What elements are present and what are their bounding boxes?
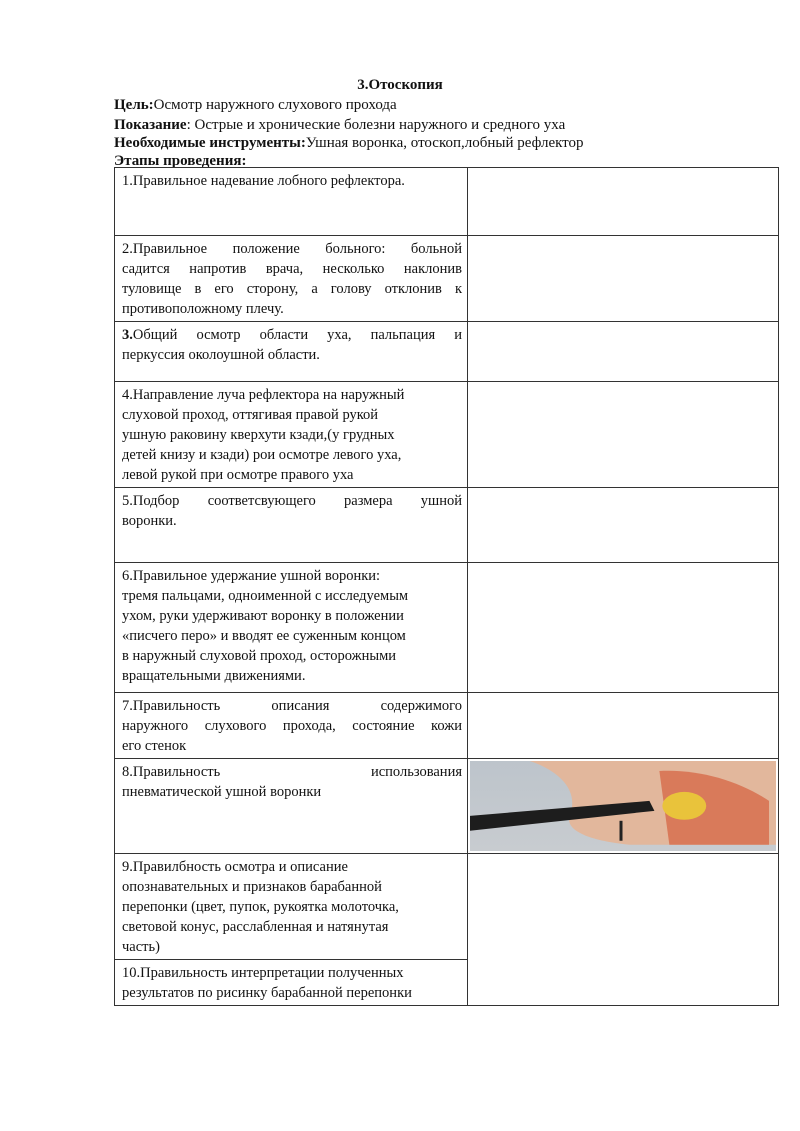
steps-table xyxy=(114,167,779,1006)
step-5-text: 5.Подбор соответсвующего размера ушной воронки. xyxy=(115,488,468,563)
step-9-10-photo xyxy=(468,853,779,1005)
table-row xyxy=(115,488,779,563)
table-row xyxy=(115,236,779,322)
goal-label: Цель: xyxy=(114,97,154,113)
step-5-photo xyxy=(468,488,779,563)
step-2-photo xyxy=(468,236,779,322)
tools-text: Ушная воронка, отоскоп,лобный рефлектор xyxy=(305,135,584,151)
pneumatic-speculum-drawing xyxy=(470,761,776,845)
step-7-photo xyxy=(468,693,779,759)
table-row xyxy=(115,853,779,959)
step-1-text: 1.Правильное надевание лобного рефлектора. xyxy=(115,168,468,236)
step-3-photo xyxy=(468,322,779,382)
table-row xyxy=(115,759,779,854)
page-title: 3.Отоскопия xyxy=(357,77,443,93)
table-row xyxy=(115,322,779,382)
goal-text: Осмотр наружного слухового прохода xyxy=(153,97,397,113)
goal-line xyxy=(114,95,397,115)
step-10-text: 10.Правильность интерпретации полученных результатов по рисинку барабанной перепонки xyxy=(115,959,468,1005)
tools-label: Необходимые инструменты: xyxy=(114,135,306,151)
table-row xyxy=(115,382,779,488)
step-8-text: 8.Правильность использования пневматической ушной воронки xyxy=(115,759,468,854)
tools-line xyxy=(114,133,584,153)
indication-label: Показание xyxy=(114,117,187,133)
pneumatic-speculum-illustration xyxy=(470,761,776,851)
table-row xyxy=(115,563,779,693)
step-6-photo xyxy=(468,563,779,693)
step-7-text: 7.Правильность описания содержимого наружного слухового прохода, состояние кожи его стенок xyxy=(115,693,468,759)
table-row xyxy=(115,168,779,236)
indication-line xyxy=(114,115,565,135)
step-2-text: 2.Правильное положение больного: больной садится напротив врача, несколько наклонив туловище в его сторону, а голову отклонив к противоположному плечу. xyxy=(115,236,468,322)
step-9-text: 9.Правилбность осмотра и описание опознавательных и признаков барабанной перепонки (цвет, пупок, рукоятка молоточка, световой конус, расслабленная и натянутая часть) xyxy=(115,853,468,959)
step-4-text: 4.Направление луча рефлектора на наружный слуховой проход, оттягивая правой рукой ушную раковину кверхути кзади,(у грудных детей книзу и кзади) рои осмотре левого уха, левой рукой при осмотре правого уха xyxy=(115,382,468,488)
step-8-illustration xyxy=(468,759,779,854)
step-3-text: 3.Общий осмотр области уха, пальпация и перкуссия околоушной области. xyxy=(115,322,468,382)
indication-text: : Острые и хронические болезни наружного и средного уха xyxy=(186,117,566,133)
table-row xyxy=(115,693,779,759)
stages-label: Этапы проведения: xyxy=(114,153,247,169)
step-4-photo xyxy=(468,382,779,488)
step-1-photo xyxy=(468,168,779,236)
step-6-text: 6.Правильное удержание ушной воронки: тремя пальцами, одноименной с исследуемым ухом, руки удерживают воронку в положении «писчего перо» и вводят ее суженным концом в наружный слуховой проход, осторожными вращательными движениями. xyxy=(115,563,468,693)
